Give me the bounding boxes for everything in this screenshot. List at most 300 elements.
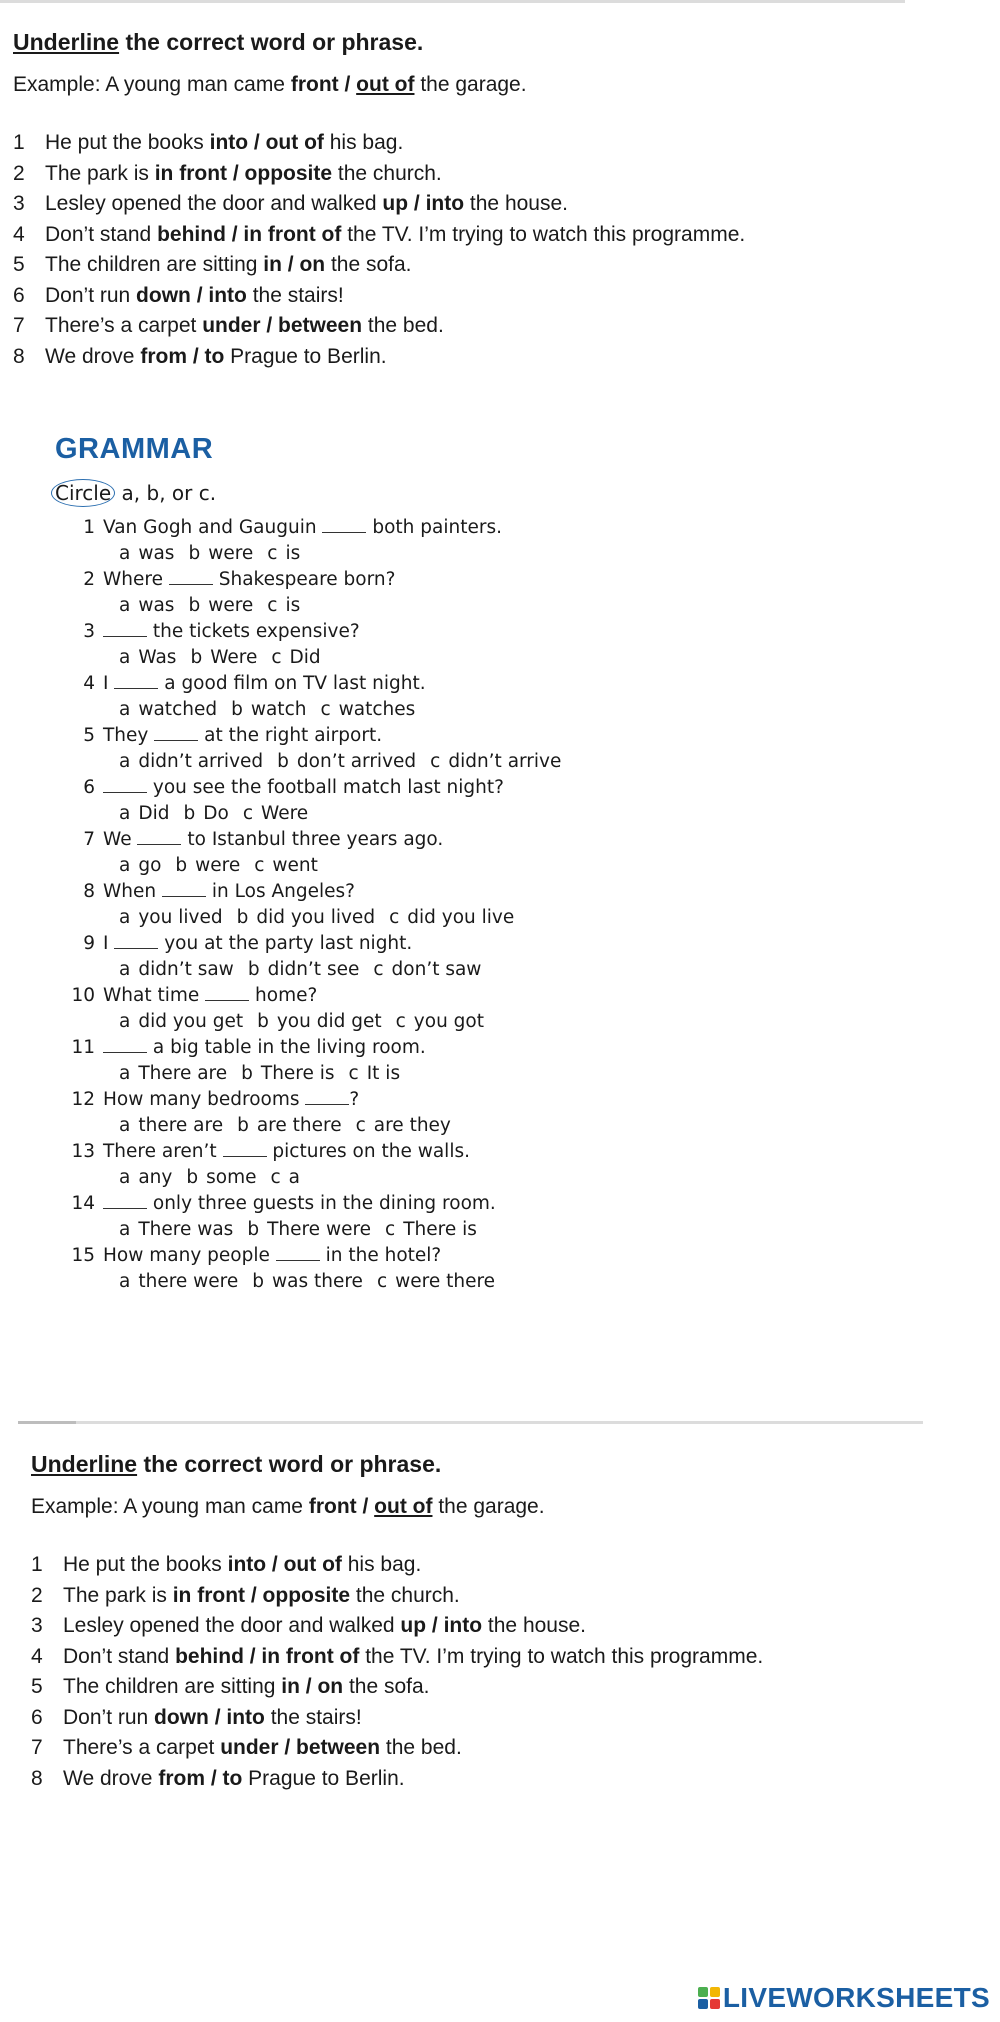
example-option-2: out of: [356, 73, 415, 96]
item-choices[interactable]: into / out of: [209, 131, 324, 154]
item-text-after: the stairs!: [264, 1705, 362, 1729]
option-letter: c: [385, 1219, 396, 1240]
question-line: [55, 567, 575, 593]
question: [55, 1191, 575, 1243]
item-text-before: He put the books: [63, 1553, 228, 1576]
answer-options: [55, 1009, 575, 1035]
exercise-heading: [13, 28, 745, 56]
example-sentence: [13, 72, 745, 98]
question-number: 3: [83, 621, 95, 642]
exercise-item: [31, 1703, 763, 1734]
option-text: don’t saw: [391, 959, 482, 980]
option-letter: c: [376, 1271, 388, 1292]
item-choices[interactable]: up / into: [382, 192, 465, 215]
item-text-before: We drove: [63, 1766, 159, 1790]
exercise-item: [13, 128, 745, 159]
option-letter: b: [188, 543, 201, 564]
answer-blank: [205, 986, 249, 1001]
option-a[interactable]: [119, 1271, 238, 1292]
item-number: 5: [13, 253, 25, 276]
option-c[interactable]: [243, 803, 308, 824]
answer-options: [55, 1113, 575, 1139]
option-b[interactable]: [186, 1167, 256, 1188]
option-text: didn’t saw: [138, 959, 234, 980]
question-text-after: you at the party last night.: [158, 933, 413, 954]
example-suffix: the garage.: [414, 73, 527, 96]
item-choices[interactable]: up / into: [400, 1614, 483, 1637]
question-number: 6: [83, 777, 95, 798]
option-text: Did: [289, 647, 321, 668]
option-text: was: [138, 595, 175, 616]
exercise-item: [31, 1581, 763, 1612]
question: [55, 1035, 575, 1087]
question-number: 2: [83, 569, 95, 590]
question-line: [55, 1191, 575, 1217]
answer-blank: [114, 934, 158, 949]
question-text-after: in Los Angeles?: [206, 881, 355, 902]
question-line: [55, 1139, 575, 1165]
middle-divider: [18, 1421, 923, 1424]
item-text-before: The children are sitting: [45, 253, 264, 276]
question: [55, 723, 575, 775]
question: [55, 983, 575, 1035]
option-letter: b: [247, 1219, 260, 1240]
option-b[interactable]: [183, 803, 228, 824]
question-text-before: When: [103, 881, 163, 902]
option-text: There is: [260, 1063, 335, 1084]
item-choices[interactable]: in front / opposite: [172, 1583, 351, 1607]
exercise-item: [31, 1611, 763, 1642]
option-letter: a: [119, 907, 131, 928]
option-letter: a: [119, 1219, 131, 1240]
question-line: [55, 1243, 575, 1269]
question-line: [55, 879, 575, 905]
item-number: 7: [13, 314, 25, 337]
option-text: There was: [138, 1219, 234, 1240]
answer-options: [55, 1165, 575, 1191]
option-letter: b: [231, 699, 243, 720]
option-a[interactable]: [119, 595, 174, 616]
question-text-after: home?: [249, 985, 318, 1006]
option-a[interactable]: [119, 699, 217, 720]
item-choices[interactable]: behind / in front of: [175, 1644, 360, 1668]
instruction-rest: a, b, or c.: [115, 481, 217, 505]
circled-word: Circle: [51, 479, 115, 507]
option-letter: a: [119, 1011, 131, 1032]
option-text: was there: [272, 1271, 363, 1292]
heading-underlined-word: Underline: [31, 1451, 138, 1477]
option-text: didn’t arrived: [138, 751, 264, 772]
question: [55, 515, 575, 567]
item-text-after: the church.: [332, 161, 442, 185]
question: [55, 879, 575, 931]
option-c[interactable]: [271, 647, 320, 668]
question-line: [55, 775, 575, 801]
option-b[interactable]: [252, 1271, 363, 1292]
item-text-before: He put the books: [45, 131, 210, 154]
option-a[interactable]: [119, 803, 169, 824]
option-text: didn’t arrive: [448, 751, 562, 772]
item-choices[interactable]: under / between: [202, 314, 363, 337]
question-text-before: They: [103, 725, 155, 746]
option-text: was: [138, 543, 175, 564]
option-c[interactable]: [373, 959, 481, 980]
option-c[interactable]: [267, 543, 300, 564]
option-b[interactable]: [231, 699, 306, 720]
item-text-before: Lesley opened the door and walked: [45, 192, 383, 215]
option-b[interactable]: [237, 1115, 342, 1136]
option-c[interactable]: [356, 1115, 451, 1136]
item-text-after: the sofa.: [325, 253, 412, 276]
liveworksheets-logo-icon: [698, 1987, 720, 2009]
exercise-item: [31, 1642, 763, 1673]
exercise-item: [13, 342, 745, 373]
option-letter: c: [267, 595, 278, 616]
item-number: 3: [31, 1614, 43, 1637]
option-text: is: [285, 543, 301, 564]
heading-rest: the correct word or phrase.: [119, 29, 424, 55]
question-line: [55, 723, 575, 749]
option-c[interactable]: [270, 1167, 300, 1188]
item-text-after: the house.: [464, 192, 568, 215]
question-line: [55, 931, 575, 957]
question-number: 15: [71, 1245, 95, 1266]
grammar-instruction: [55, 479, 575, 507]
question-number: 14: [71, 1193, 95, 1214]
question-text-before: Where: [103, 569, 169, 590]
option-text: watch: [250, 699, 307, 720]
option-letter: a: [119, 1167, 131, 1188]
item-text-after: the sofa.: [343, 1675, 430, 1698]
option-text: There is: [403, 1219, 477, 1240]
heading-rest: the correct word or phrase.: [137, 1451, 442, 1477]
option-letter: a: [119, 543, 131, 564]
option-letter: a: [119, 1271, 131, 1292]
item-text-after: the bed.: [380, 1736, 462, 1759]
option-text: is: [285, 595, 301, 616]
question-line: [55, 619, 575, 645]
exercise-item: [31, 1550, 763, 1581]
exercise-item: [13, 189, 745, 220]
option-letter: c: [320, 699, 331, 720]
option-c[interactable]: [389, 907, 514, 928]
option-letter: c: [267, 543, 278, 564]
item-text-before: The children are sitting: [63, 1675, 282, 1698]
answer-blank: [162, 882, 206, 897]
option-text: are there: [256, 1115, 342, 1136]
brand-text: LIVEWORKSHEETS: [722, 1982, 990, 2013]
item-choices[interactable]: behind / in front of: [157, 222, 342, 246]
exercise-item: [13, 281, 745, 312]
item-choices[interactable]: in / on: [281, 1675, 344, 1698]
option-letter: a: [119, 959, 131, 980]
question: [55, 1243, 575, 1295]
exercise-item: [13, 220, 745, 251]
question: [55, 827, 575, 879]
question-line: [55, 1035, 575, 1061]
option-a[interactable]: [119, 1063, 227, 1084]
item-number: 8: [31, 1766, 43, 1790]
question-text-after: in the hotel?: [319, 1245, 442, 1266]
question-text-after: only three guests in the dining room.: [147, 1193, 496, 1214]
question-line: [55, 1087, 575, 1113]
item-text-before: The park is: [45, 161, 155, 185]
option-letter: a: [119, 803, 131, 824]
answer-blank: [169, 570, 213, 585]
item-number: 2: [31, 1583, 43, 1607]
answer-options: [55, 905, 575, 931]
item-choices[interactable]: into / out of: [227, 1553, 342, 1576]
option-text: you got: [413, 1011, 484, 1032]
question-line: [55, 515, 575, 541]
option-letter: b: [188, 595, 201, 616]
example-suffix: the garage.: [432, 1495, 545, 1518]
question-number: 4: [83, 673, 95, 694]
question-list: [55, 515, 575, 1295]
exercise-item: [31, 1672, 763, 1703]
question-text-after: pictures on the walls.: [266, 1141, 470, 1162]
option-text: did you live: [407, 907, 515, 928]
option-text: are they: [373, 1115, 451, 1136]
option-letter: b: [190, 647, 203, 668]
option-c[interactable]: [267, 595, 300, 616]
option-letter: c: [271, 647, 282, 668]
question-number: 13: [71, 1141, 95, 1162]
answer-blank: [137, 830, 181, 845]
question-text-after: both painters.: [366, 517, 502, 538]
question: [55, 671, 575, 723]
question-text-after: you see the football match last night?: [147, 777, 504, 798]
option-letter: a: [119, 595, 131, 616]
option-a[interactable]: [119, 1167, 172, 1188]
option-text: watches: [338, 699, 416, 720]
option-letter: c: [270, 1167, 281, 1188]
answer-blank: [276, 1246, 320, 1261]
exercise-underline-2: [31, 1450, 763, 1794]
answer-options: [55, 957, 575, 983]
option-a[interactable]: [119, 1219, 233, 1240]
option-a[interactable]: [119, 751, 263, 772]
option-text: didn’t see: [267, 959, 360, 980]
answer-options: [55, 697, 575, 723]
question-number: 7: [83, 829, 95, 850]
option-letter: c: [355, 1115, 366, 1136]
answer-blank: [322, 518, 366, 533]
option-letter: b: [175, 855, 188, 876]
option-b[interactable]: [257, 1011, 382, 1032]
option-a[interactable]: [119, 907, 223, 928]
exercise-heading: [31, 1450, 763, 1478]
question-number: 11: [71, 1037, 95, 1058]
option-text: did you lived: [256, 907, 376, 928]
option-letter: a: [119, 647, 131, 668]
option-text: Do: [203, 803, 229, 824]
option-c[interactable]: [349, 1063, 401, 1084]
option-c[interactable]: [254, 855, 318, 876]
item-choices[interactable]: down / into: [136, 283, 247, 307]
item-choices[interactable]: in front / opposite: [154, 161, 333, 185]
item-text-before: Don’t run: [63, 1705, 155, 1729]
option-letter: b: [186, 1167, 199, 1188]
question-text-before: There aren’t: [103, 1141, 223, 1162]
exercise-item: [13, 311, 745, 342]
question-text-before: How many bedrooms: [103, 1089, 306, 1110]
answer-blank: [103, 778, 147, 793]
item-text-before: Don’t stand: [63, 1644, 176, 1668]
option-letter: b: [252, 1271, 265, 1292]
option-a[interactable]: [119, 1011, 243, 1032]
option-letter: b: [241, 1063, 253, 1084]
option-text: go: [138, 855, 162, 876]
item-text-before: There’s a carpet: [63, 1736, 221, 1759]
option-text: were: [208, 543, 254, 564]
option-letter: c: [348, 1063, 359, 1084]
item-text-after: the TV. I’m trying to watch this programme.: [341, 222, 746, 246]
item-choices[interactable]: in / on: [263, 253, 326, 276]
item-text-after: the bed.: [362, 314, 444, 337]
option-text: a: [288, 1167, 300, 1188]
option-b[interactable]: [247, 1219, 371, 1240]
question: [55, 775, 575, 827]
item-choices[interactable]: from / to: [140, 344, 225, 368]
item-text-before: The park is: [63, 1583, 173, 1607]
item-text-before: There’s a carpet: [45, 314, 203, 337]
option-text: It is: [366, 1063, 401, 1084]
question-text-after: ?: [349, 1089, 360, 1110]
item-text-after: the church.: [350, 1583, 460, 1607]
option-text: watched: [138, 699, 218, 720]
answer-options: [55, 853, 575, 879]
answer-options: [55, 541, 575, 567]
option-text: There were: [267, 1219, 372, 1240]
question-number: 8: [83, 881, 95, 902]
option-text: were: [195, 855, 241, 876]
option-text: were: [208, 595, 254, 616]
option-c[interactable]: [320, 699, 415, 720]
question: [55, 1087, 575, 1139]
option-letter: a: [119, 751, 131, 772]
option-b[interactable]: [237, 907, 375, 928]
item-text-after: the TV. I’m trying to watch this programme.: [359, 1644, 764, 1668]
option-text: did you get: [138, 1011, 244, 1032]
question-text-before: What time: [103, 985, 206, 1006]
answer-blank: [223, 1142, 267, 1157]
option-a[interactable]: [119, 647, 176, 668]
item-text-before: We drove: [45, 344, 141, 368]
question-line: [55, 827, 575, 853]
question-text-after: at the right airport.: [198, 725, 383, 746]
option-text: Were: [260, 803, 309, 824]
question-line: [55, 983, 575, 1009]
option-c[interactable]: [396, 1011, 484, 1032]
option-letter: b: [277, 751, 289, 772]
item-text-before: Don’t stand: [45, 222, 158, 246]
exercise-item-list: [31, 1550, 763, 1794]
option-text: went: [272, 855, 318, 876]
option-b[interactable]: [248, 959, 360, 980]
item-text-after: his bag.: [323, 131, 404, 154]
option-letter: a: [119, 699, 131, 720]
option-text: there were: [138, 1271, 239, 1292]
item-number: 4: [13, 222, 25, 246]
question-text-after: Shakespeare born?: [212, 569, 396, 590]
option-b[interactable]: [277, 751, 416, 772]
option-text: you did get: [276, 1011, 382, 1032]
option-b[interactable]: [175, 855, 240, 876]
item-number: 4: [31, 1644, 43, 1668]
item-number: 5: [31, 1675, 43, 1698]
question-text-before: Van Gogh and Gauguin: [103, 517, 323, 538]
question-text-after: a good film on TV last night.: [158, 673, 426, 694]
item-text-after: the stairs!: [246, 283, 344, 307]
option-a[interactable]: [119, 855, 161, 876]
option-letter: b: [183, 803, 196, 824]
item-text-before: Lesley opened the door and walked: [63, 1614, 401, 1637]
option-text: any: [138, 1167, 173, 1188]
option-letter: b: [236, 907, 249, 928]
item-number: 1: [13, 131, 25, 154]
answer-blank: [103, 1038, 147, 1053]
question-text-after: to Istanbul three years ago.: [181, 829, 444, 850]
heading-underlined-word: Underline: [13, 29, 120, 55]
option-letter: c: [242, 803, 253, 824]
item-number: 6: [31, 1705, 43, 1729]
question-number: 12: [71, 1089, 95, 1110]
item-choices[interactable]: under / between: [220, 1736, 381, 1759]
option-a[interactable]: [119, 1115, 223, 1136]
example-slash: /: [356, 1495, 375, 1518]
example-prefix: Example: A young man came: [31, 1495, 309, 1518]
option-letter: b: [247, 959, 260, 980]
item-choices[interactable]: from / to: [158, 1766, 243, 1790]
item-choices[interactable]: down / into: [154, 1705, 265, 1729]
option-c[interactable]: [385, 1219, 477, 1240]
option-text: were there: [395, 1271, 496, 1292]
question-text-before: How many people: [103, 1245, 276, 1266]
exercise-item: [13, 159, 745, 190]
example-sentence: [31, 1494, 763, 1520]
answer-blank: [103, 622, 147, 637]
item-number: 7: [31, 1736, 43, 1759]
option-b[interactable]: [188, 543, 253, 564]
exercise-item-list: [13, 128, 745, 372]
option-letter: a: [119, 855, 131, 876]
answer-blank: [305, 1090, 349, 1105]
option-c[interactable]: [430, 751, 561, 772]
question-text-after: a big table in the living room.: [147, 1037, 426, 1058]
option-b[interactable]: [241, 1063, 334, 1084]
grammar-section: [55, 432, 575, 1295]
option-letter: c: [254, 855, 265, 876]
option-b[interactable]: [190, 647, 257, 668]
exercise-underline-1: [13, 28, 745, 372]
option-text: Was: [138, 647, 177, 668]
example-prefix: Example: A young man came: [13, 73, 291, 96]
option-letter: c: [373, 959, 384, 980]
option-a[interactable]: [119, 543, 174, 564]
answer-options: [55, 1269, 575, 1295]
option-text: Were: [210, 647, 258, 668]
question-text-before: I: [103, 673, 115, 694]
example-option-2: out of: [374, 1495, 433, 1518]
item-number: 6: [13, 283, 25, 307]
option-c[interactable]: [377, 1271, 495, 1292]
option-b[interactable]: [188, 595, 253, 616]
question: [55, 567, 575, 619]
option-a[interactable]: [119, 959, 234, 980]
answer-options: [55, 801, 575, 827]
question-text-before: I: [103, 933, 115, 954]
